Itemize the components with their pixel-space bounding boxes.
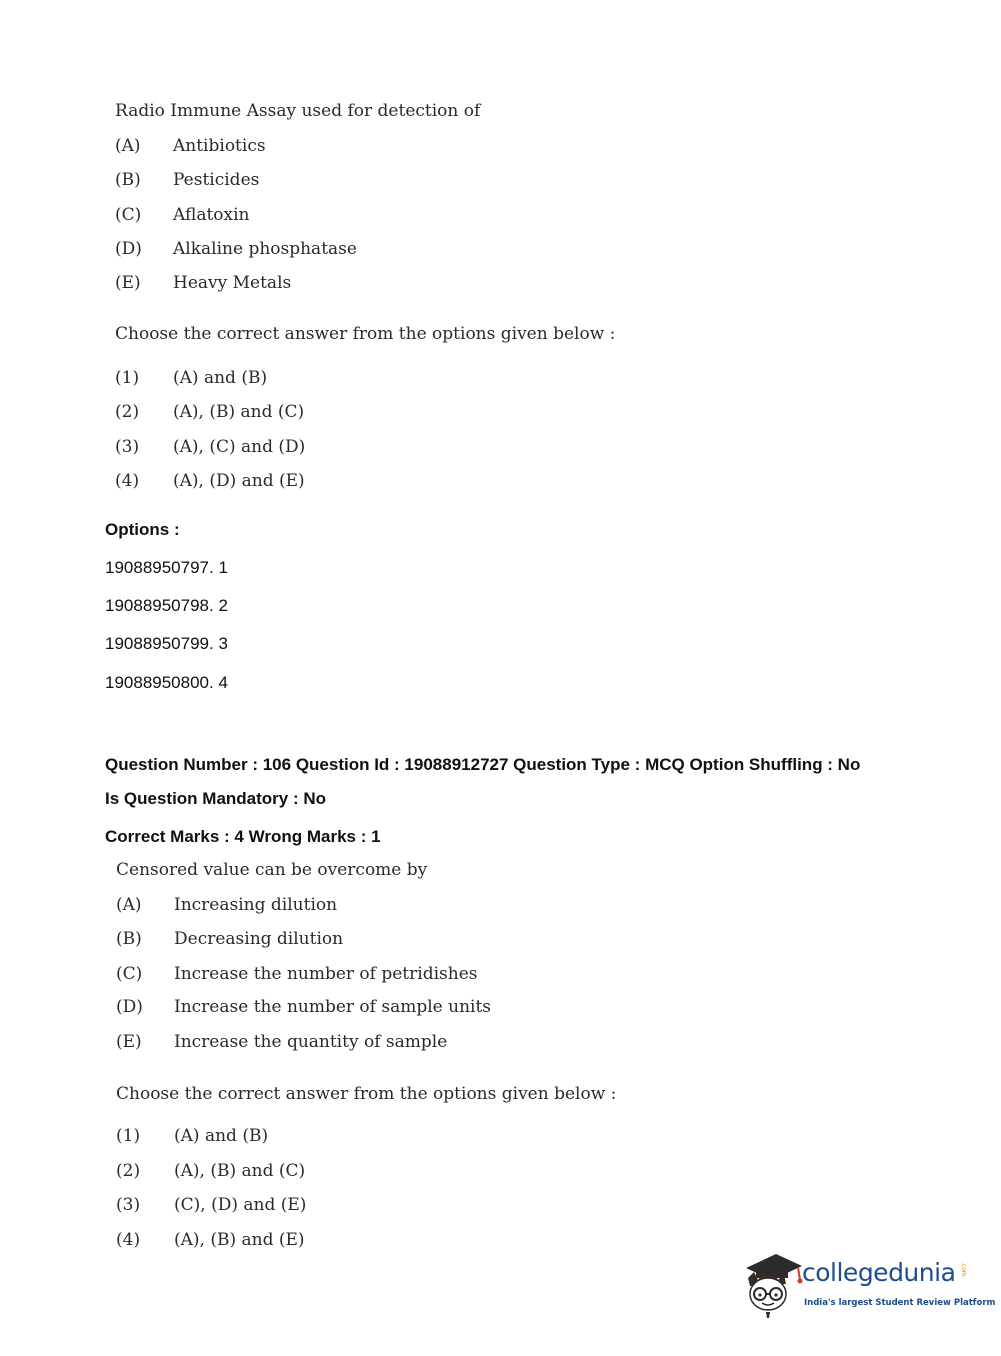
item-text: Antibiotics (173, 136, 266, 156)
q105-choose-instruction: Choose the correct answer from the options given below : (115, 324, 616, 344)
item-label: (B) (116, 929, 142, 949)
q106-stem: Censored value can be overcome by (116, 860, 428, 880)
option-id-1: 19088950797. 1 (105, 558, 228, 577)
item-label: (A) (115, 136, 141, 156)
answer-label: (2) (115, 402, 140, 422)
q106-meta-line-1: Question Number : 106 Question Id : 19088912727 Question Type : MCQ Option Shuffling : No (105, 755, 861, 774)
answer-label: (2) (116, 1161, 141, 1181)
item-text: Aflatoxin (173, 205, 250, 225)
q106-meta-line-2: Is Question Mandatory : No (105, 789, 327, 808)
item-text: Increase the number of petridishes (174, 964, 478, 984)
logo-wordmark: collegedunia (802, 1258, 956, 1287)
option-id-3: 19088950799. 3 (105, 634, 228, 653)
answer-text: (A) and (B) (173, 368, 268, 388)
item-text: Heavy Metals (173, 273, 292, 293)
q105-stem: Radio Immune Assay used for detection of (115, 101, 481, 121)
options-heading: Options : (105, 520, 180, 539)
answer-text: (C), (D) and (E) (174, 1195, 307, 1215)
logo-tagline: India's largest Student Review Platform (804, 1298, 996, 1308)
collegedunia-logo[interactable] (742, 1250, 996, 1320)
answer-text: (A), (D) and (E) (173, 471, 305, 491)
item-label: (E) (116, 1032, 142, 1052)
item-label: (C) (116, 964, 143, 984)
item-label: (D) (115, 239, 142, 259)
item-text: Decreasing dilution (174, 929, 344, 949)
graduate-mascot-icon (742, 1250, 804, 1320)
item-label: (C) (115, 205, 142, 225)
item-text: Increase the quantity of sample (174, 1032, 448, 1052)
answer-text: (A), (C) and (D) (173, 437, 306, 457)
item-label: (A) (116, 895, 142, 915)
option-id-2: 19088950798. 2 (105, 596, 228, 615)
answer-text: (A), (B) and (C) (173, 402, 305, 422)
item-text: Increase the number of sample units (174, 997, 492, 1017)
answer-label: (4) (115, 471, 140, 491)
answer-text: (A) and (B) (174, 1126, 269, 1146)
q106-meta-line-3: Correct Marks : 4 Wrong Marks : 1 (105, 827, 381, 846)
item-label: (B) (115, 170, 141, 190)
answer-label: (3) (116, 1195, 141, 1215)
answer-label: (3) (115, 437, 140, 457)
item-label: (E) (115, 273, 141, 293)
item-text: Alkaline phosphatase (173, 239, 357, 259)
q106-choose-instruction: Choose the correct answer from the options given below : (116, 1084, 617, 1104)
item-text: Increasing dilution (174, 895, 338, 915)
item-label: (D) (116, 997, 143, 1017)
answer-text: (A), (B) and (C) (174, 1161, 306, 1181)
logo-dotcom: .com (960, 1262, 967, 1277)
answer-label: (1) (115, 368, 140, 388)
answer-label: (1) (116, 1126, 141, 1146)
answer-text: (A), (B) and (E) (174, 1230, 305, 1250)
option-id-4: 19088950800. 4 (105, 673, 228, 692)
item-text: Pesticides (173, 170, 260, 190)
answer-label: (4) (116, 1230, 141, 1250)
